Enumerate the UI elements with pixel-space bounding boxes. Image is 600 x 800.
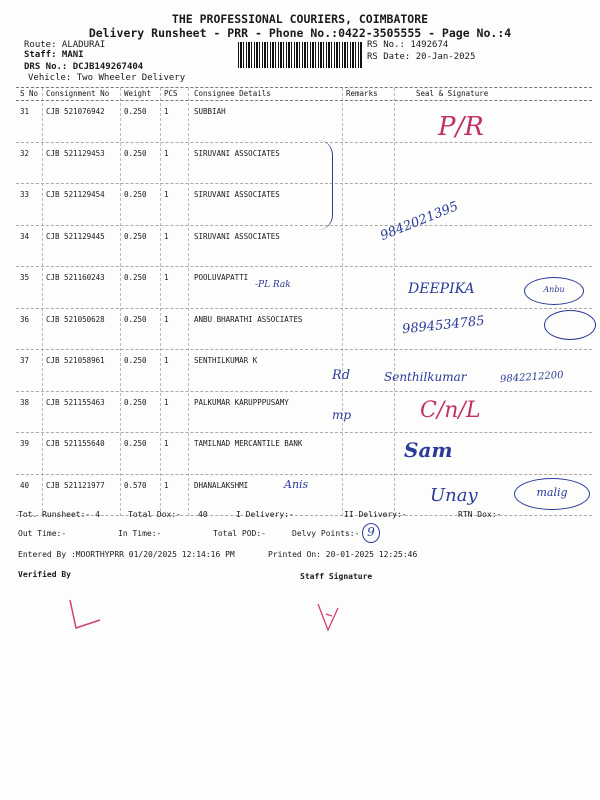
rs-number: RS No.: 1492674 xyxy=(367,40,449,50)
handwritten-phone-3: 9842212200 xyxy=(499,369,564,386)
table-row xyxy=(16,350,592,392)
total-dox-label: Total Dox:- xyxy=(128,510,181,519)
handwritten-note-35: -PL Rak xyxy=(255,280,291,290)
table-row xyxy=(16,433,592,475)
cell-consignment: CJB 521155640 xyxy=(46,439,105,448)
handwritten-cml: C/n/L xyxy=(420,398,481,423)
bracket-mark xyxy=(318,140,333,230)
cell-sno: 40 xyxy=(20,480,30,490)
runsheet-title: Delivery Runsheet - PRR - Phone No.:0422-3505555 - Page No.:4 xyxy=(88,26,512,40)
cell-consignment: CJB 521129453 xyxy=(46,148,105,158)
cell-consignment: CJB 521121977 xyxy=(46,480,105,490)
i-delivery: I Delivery:- xyxy=(236,510,294,519)
printed-on: Printed On: 20-01-2025 12:25:46 xyxy=(268,550,418,559)
runsheet-table xyxy=(16,87,592,516)
cell-pcs: 1 xyxy=(164,314,169,324)
table-row xyxy=(16,309,592,351)
cell-consignee: SUBBIAH xyxy=(194,107,226,116)
delvy-points: Delvy Points:- xyxy=(292,529,360,538)
total-dox-value: 40 xyxy=(198,510,208,519)
table-row xyxy=(16,392,592,434)
cell-weight: 0.250 xyxy=(124,356,147,365)
cell-weight: 0.250 xyxy=(124,439,147,448)
staff-label: Staff: MANI xyxy=(24,50,84,60)
rtn-dox: RTN Dox:- xyxy=(458,510,502,519)
col-consignee: Consignee Details xyxy=(194,89,271,98)
cell-consignee: TAMILNAD MERCANTILE BANK xyxy=(194,439,303,448)
cell-pcs: 1 xyxy=(164,356,169,365)
cell-sno: 33 xyxy=(20,190,30,199)
handwritten-circle-36: Anbu xyxy=(524,277,584,305)
handwritten-pr: P/R xyxy=(438,112,484,142)
cell-sno: 32 xyxy=(20,148,30,158)
cell-consignee: SIRUVANI ASSOCIATES xyxy=(194,148,280,158)
cell-sno: 31 xyxy=(20,107,30,116)
cell-consignment: CJB 521129445 xyxy=(46,231,105,241)
cell-consignment: CJB 521058961 xyxy=(46,356,105,365)
table-header xyxy=(16,88,592,101)
cell-weight: 0.250 xyxy=(124,148,147,158)
verified-by: Verified By xyxy=(18,570,71,579)
cell-consignment: CJB 521160243 xyxy=(46,273,105,282)
cell-consignment: CJB 521076942 xyxy=(46,107,105,116)
cell-pcs: 1 xyxy=(164,190,169,199)
total-pod: Total POD:- xyxy=(213,529,266,538)
rs-date: RS Date: 20-Jan-2025 xyxy=(367,52,476,62)
cell-pcs: 1 xyxy=(164,148,169,158)
company-title: THE PROFESSIONAL COURIERS, COIMBATORE xyxy=(171,12,429,26)
route-label: Route: ALADURAI xyxy=(24,40,106,50)
cell-weight: 0.250 xyxy=(124,190,147,199)
cell-weight: 0.250 xyxy=(124,273,147,282)
cell-pcs: 1 xyxy=(164,231,169,241)
cell-consignee: PALKUMAR KARUPPPUSAMY xyxy=(194,397,289,407)
table-row xyxy=(16,267,592,309)
cell-consignee: SIRUVANI ASSOCIATES xyxy=(194,190,280,199)
cell-weight: 0.250 xyxy=(124,107,147,116)
cell-consignment: CJB 521129454 xyxy=(46,190,105,199)
cell-consignment: CJB 521155463 xyxy=(46,397,105,407)
cell-consignee: SENTHILKUMAR K xyxy=(194,356,258,365)
col-weight: Weight xyxy=(124,89,152,98)
table-row xyxy=(16,226,592,268)
in-time: In Time:- xyxy=(118,529,162,538)
cell-pcs: 1 xyxy=(164,480,169,490)
cell-consignee: POOLUVAPATTI xyxy=(194,273,249,282)
cell-weight: 0.570 xyxy=(124,480,147,490)
handwritten-phone-1: 9842021395 xyxy=(378,199,461,244)
handwritten-phone-2: 9894534785 xyxy=(401,313,486,338)
barcode-image xyxy=(238,42,362,68)
cell-weight: 0.250 xyxy=(124,231,147,241)
out-time: Out Time:- xyxy=(18,529,67,538)
cell-pcs: 1 xyxy=(164,397,169,407)
handwritten-senthil: Senthilkumar xyxy=(384,370,467,384)
table-row xyxy=(16,143,592,185)
col-seal: Seal & Signature xyxy=(416,89,489,98)
cell-sno: 37 xyxy=(20,356,30,365)
drs-number: DRS No.: DCJB149267404 xyxy=(24,62,144,72)
col-remarks: Remarks xyxy=(346,89,378,98)
handwritten-malig: malig xyxy=(514,478,590,510)
handwritten-mark-38: Rd xyxy=(332,368,351,383)
cell-consignee: SIRUVANI ASSOCIATES xyxy=(194,231,280,241)
col-sno: S No xyxy=(20,89,39,98)
cell-sno: 38 xyxy=(20,397,30,407)
cell-weight: 0.250 xyxy=(124,314,147,324)
staff-signature: Staff Signature xyxy=(300,572,373,581)
table-row xyxy=(16,184,592,226)
cell-sno: 39 xyxy=(20,439,30,448)
table-row xyxy=(16,101,592,143)
handwritten-circle-37 xyxy=(544,310,596,340)
cell-sno: 36 xyxy=(20,314,30,324)
cell-weight: 0.250 xyxy=(124,397,147,407)
staff-signature-mark xyxy=(312,600,352,636)
verifier-signature xyxy=(60,596,120,636)
cell-sno: 35 xyxy=(20,273,30,282)
entered-by: Entered By :MOORTHYPRR 01/20/2025 12:14:16 PM xyxy=(18,550,235,559)
cell-pcs: 1 xyxy=(164,273,169,282)
cell-consignee: ANBU BHARATHI ASSOCIATES xyxy=(194,314,303,324)
handwritten-mark-39: mp xyxy=(332,408,352,422)
handwritten-unay: Unay xyxy=(430,485,478,506)
cell-pcs: 1 xyxy=(164,107,169,116)
cell-pcs: 1 xyxy=(164,439,169,448)
cell-consignment: CJB 521050628 xyxy=(46,314,105,324)
handwritten-sign-39: Sam xyxy=(404,438,453,462)
handwritten-deepika: DEEPIKA xyxy=(408,281,475,297)
vehicle-label: Vehicle: Two Wheeler Delivery xyxy=(28,73,186,83)
cell-sno: 34 xyxy=(20,231,30,241)
tot-runsheet: Tot. Runsheet:- 4 xyxy=(18,510,100,519)
handwritten-delvy-count: 9 xyxy=(362,523,380,543)
cell-consignee: DHANALAKSHMI xyxy=(194,480,249,490)
ii-delivery: II Delivery:- xyxy=(344,510,407,519)
handwritten-anis: Anis xyxy=(284,478,309,491)
col-pcs: PCS xyxy=(164,89,178,98)
col-consignment: Consignment No xyxy=(46,89,110,98)
